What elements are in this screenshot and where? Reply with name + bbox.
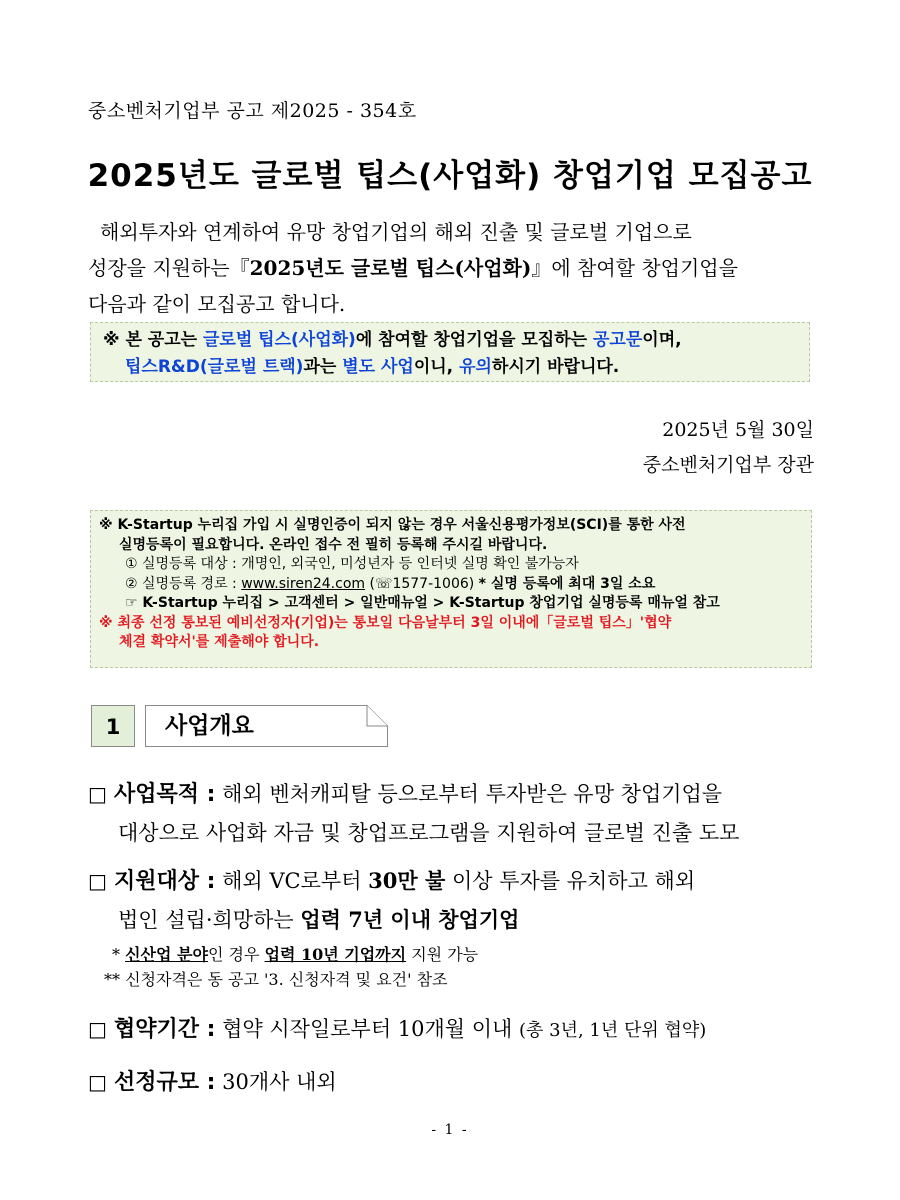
item-line (88, 775, 739, 814)
reference-mark: ※ (103, 330, 120, 350)
item-line (88, 901, 695, 939)
info-warning-line: 체결 확약서'를 제출해야 합니다. (119, 634, 320, 650)
notice-number: 중소벤처기업부 공고 제2025 - 354호 (88, 100, 417, 122)
caution-text: 본 공고는 (125, 330, 203, 350)
item-text: 해외 VC로부터 (215, 869, 369, 893)
caution-line-1 (103, 327, 809, 354)
item-text: 30개사 내외 (215, 1070, 337, 1094)
caution-text: 과는 (303, 357, 343, 377)
caution-highlight: 유의 (459, 357, 492, 377)
signer: 중소벤처기업부 장관 (642, 454, 814, 476)
item-emphasis: 업력 7년 이내 창업기업 (300, 907, 520, 932)
item-text: 법인 설립·희망하는 (118, 908, 301, 932)
item-line (88, 862, 695, 901)
checkbox-icon: □ (88, 869, 107, 893)
item-text: 협약 시작일로부터 10개월 이내 (215, 1017, 519, 1041)
item-label: 협약기간 : (114, 1017, 216, 1042)
page-title: 2025년도 글로벌 팁스(사업화) 창업기업 모집공고 (87, 158, 813, 194)
item-scale (88, 1063, 337, 1102)
item-target (88, 862, 695, 939)
intro-line-1-text: 해외투자와 연계하여 유망 창업기업의 해외 진출 및 글로벌 기업으로 (100, 220, 692, 244)
caution-highlight: 별도 사업 (342, 357, 414, 377)
intro-line-3: 다음과 같이 모집공고 합니다. (88, 292, 346, 316)
note-text: 인 경우 (207, 945, 265, 964)
caution-text: 에 참여할 창업기업을 모집하는 (355, 330, 593, 350)
intro-line-1 (88, 214, 816, 250)
info-text: (☏1577-1006) (365, 575, 479, 592)
intro-line-2-a: 성장을 지원하는『 (88, 256, 250, 280)
item-text: 대상으로 사업화 자금 및 창업프로그램을 지원하여 글로벌 진출 도모 (118, 821, 740, 845)
caution-box (90, 322, 810, 382)
intro-line-2-c: 』에 참여할 창업기업을 (531, 256, 738, 280)
caution-text: 이며, (642, 330, 682, 350)
section-title: 사업개요 (165, 713, 254, 739)
note-emphasis: 업력 10년 기업까지 (264, 945, 407, 964)
footnote-2: ** 신청자격은 동 공고 '3. 신청자격 및 요건' 참조 (104, 970, 448, 989)
page-number: - 1 - (431, 1122, 469, 1138)
footnote-1 (112, 943, 478, 967)
info-line: ☞ K-Startup 누리집 > 고객센터 > 일반매뉴얼 > K-Startup 창업기업 실명등록 매뉴얼 참고 (125, 595, 720, 611)
item-text: 이상 투자를 유치하고 해외 (445, 869, 696, 893)
info-line: ※ K-Startup 누리집 가입 시 실명인증이 되지 않는 경우 서울신용평가정보(SCI)를 통한 사전 (99, 517, 686, 533)
notice-date: 2025년 5월 30일 (662, 419, 814, 441)
info-text: * 실명 등록에 최대 3일 소요 (478, 575, 656, 592)
section-title-box (145, 705, 388, 747)
note-emphasis: 신산업 분야 (125, 945, 208, 964)
info-box (90, 510, 812, 668)
caution-line-2 (103, 354, 809, 381)
item-label: 사업목적 : (114, 782, 216, 807)
item-period (88, 1010, 706, 1050)
checkbox-icon: □ (88, 782, 107, 806)
intro-paragraph (88, 214, 816, 322)
caution-highlight: 팁스R&D(글로벌 트랙) (125, 357, 304, 377)
info-line: ① 실명등록 대상 : 개명인, 외국인, 미성년자 등 인터넷 실명 확인 불가능자 (125, 556, 579, 572)
info-line: 실명등록이 필요합니다. 온라인 접수 전 필히 등록해 주시길 바랍니다. (119, 536, 548, 553)
checkbox-icon: □ (88, 1017, 107, 1041)
siren24-link[interactable]: www.siren24.com (241, 575, 366, 592)
note-text: * (112, 945, 126, 964)
item-label: 선정규모 : (114, 1070, 216, 1095)
item-text: (총 3년, 1년 단위 협약) (519, 1020, 707, 1041)
program-name: 2025년도 글로벌 팁스(사업화) (249, 256, 532, 280)
caution-text: 하시기 바랍니다. (491, 357, 620, 377)
section-number: 1 (91, 705, 135, 747)
note-text: 지원 가능 (406, 945, 479, 964)
checkbox-icon: □ (88, 1070, 107, 1094)
info-warning-line: ※ 최종 선정 통보된 예비선정자(기업)는 통보일 다음날부터 3일 이내에「글로벌 팁스」'협약 (99, 614, 672, 631)
caution-highlight: 공고문 (593, 330, 643, 350)
item-label: 지원대상 : (114, 869, 216, 894)
caution-highlight: 글로벌 팁스(사업화) (202, 330, 356, 350)
info-text: ② 실명등록 경로 : (125, 575, 242, 592)
item-purpose (88, 775, 739, 852)
intro-line-2 (88, 250, 816, 286)
caution-text: 이니, (413, 357, 460, 377)
info-line (99, 575, 811, 595)
item-emphasis: 30만 불 (368, 868, 446, 893)
item-text: 해외 벤처캐피탈 등으로부터 투자받은 유망 창업기업을 (215, 782, 723, 806)
